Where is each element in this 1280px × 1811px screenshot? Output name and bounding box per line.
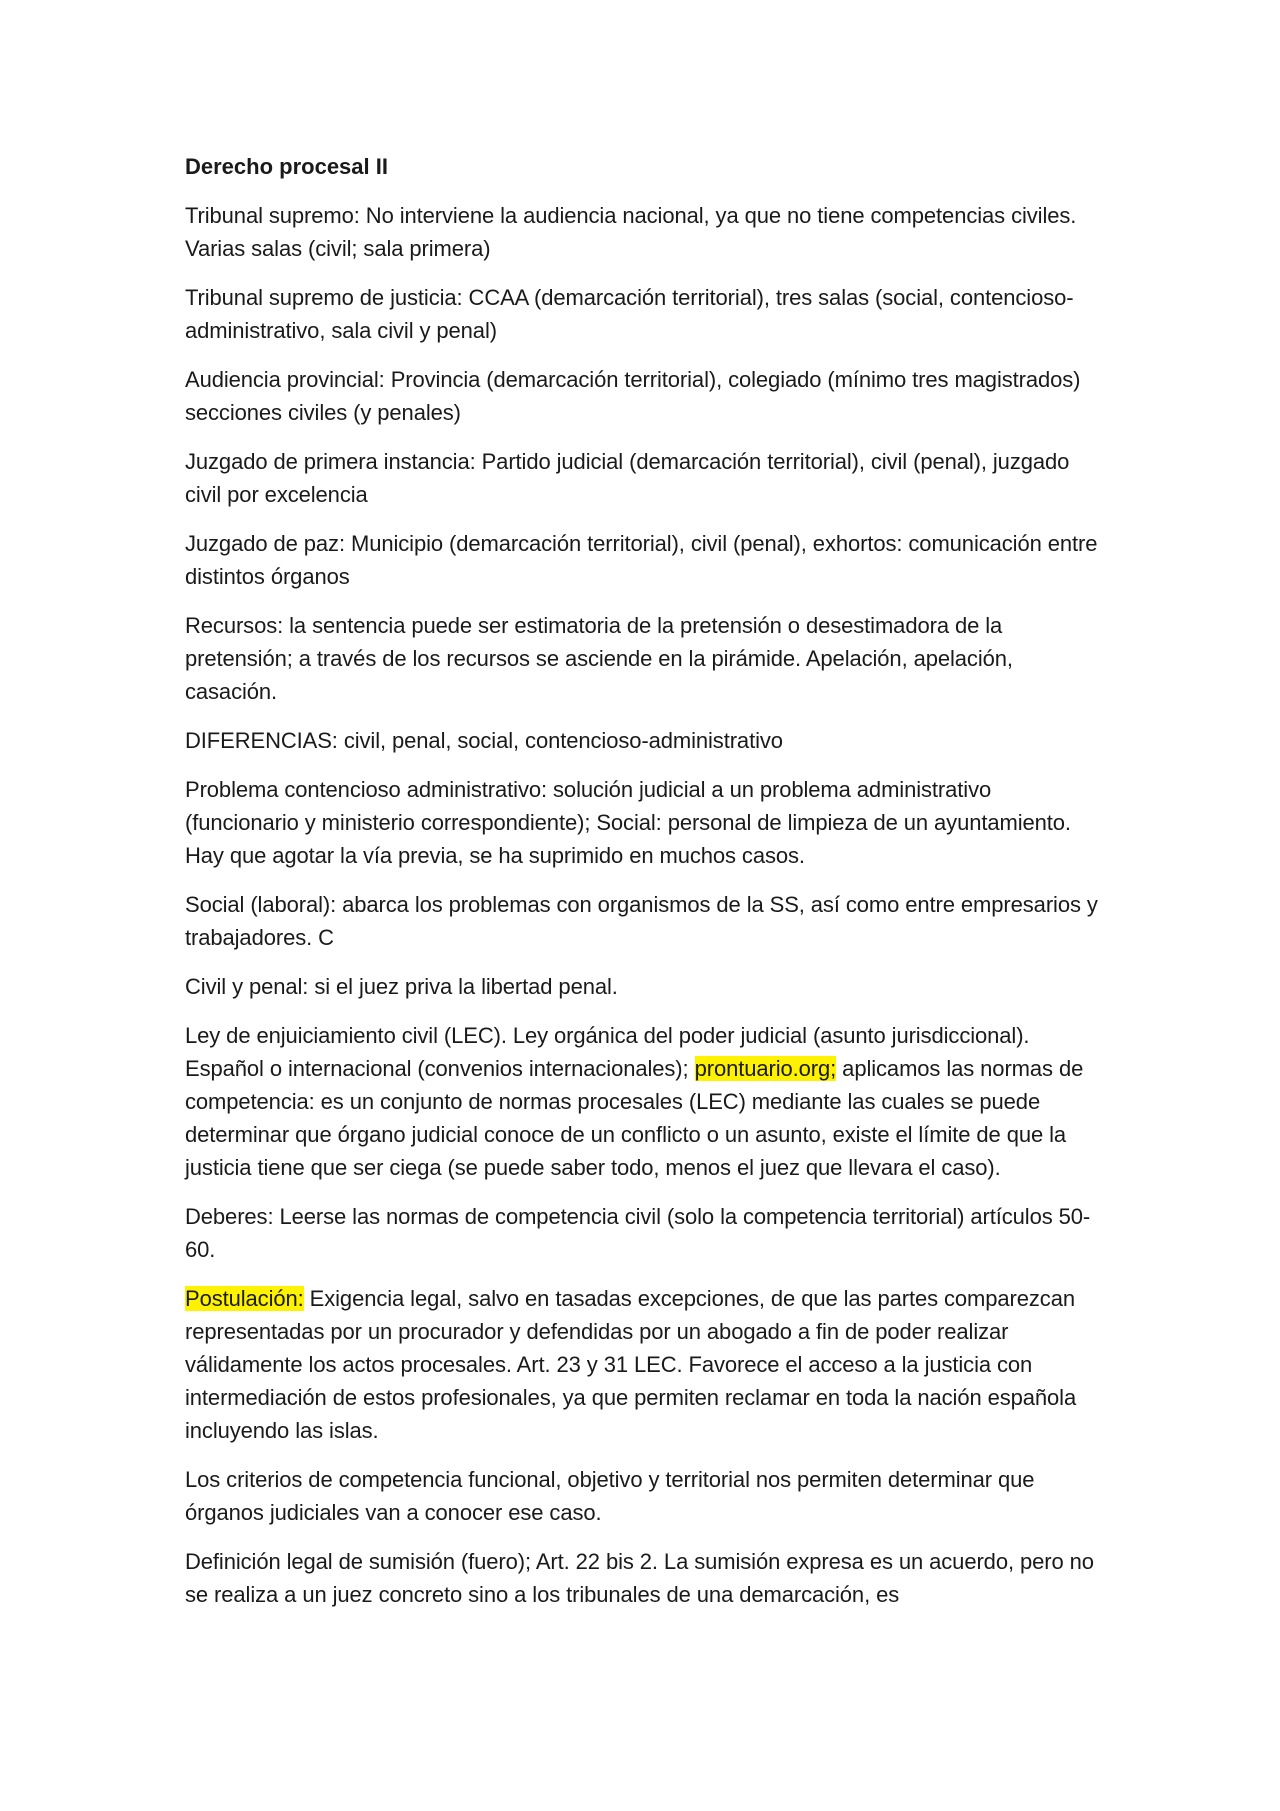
paragraph-juzgado-de-paz	[185, 527, 1105, 593]
paragraph-text: Deberes: Leerse las normas de competencia civil (solo la competencia territorial) artículos 50-60.	[185, 1204, 1091, 1262]
paragraph-criterios-competencia	[185, 1463, 1105, 1529]
paragraph-text: Los criterios de competencia funcional, objetivo y territorial nos permiten determinar que órganos judiciales van a conocer ese caso.	[185, 1467, 1035, 1525]
paragraph-text: DIFERENCIAS: civil, penal, social, contencioso-administrativo	[185, 728, 783, 753]
paragraph-text: Recursos: la sentencia puede ser estimatoria de la pretensión o desestimadora de la pretensión; a través de los recursos se asciende en la pirámide. Apelación, apelación, casación.	[185, 613, 1013, 704]
paragraph-tribunal-supremo	[185, 199, 1105, 265]
paragraph-text: Civil y penal: si el juez priva la libertad penal.	[185, 974, 618, 999]
paragraph-text: Definición legal de sumisión (fuero); Art. 22 bis 2. La sumisión expresa es un acuerdo, pero no se realiza a un juez concreto sino a los tribunales de una demarcación, es	[185, 1549, 1094, 1607]
paragraph-juzgado-primera-instancia	[185, 445, 1105, 511]
paragraph-audiencia-provincial	[185, 363, 1105, 429]
paragraph-civil-penal	[185, 970, 1105, 1003]
paragraph-lec	[185, 1019, 1105, 1184]
paragraph-text: Exigencia legal, salvo en tasadas excepciones, de que las partes comparezcan representadas por un procurador y defendidas por un abogado a fin de poder realizar válidamente los actos procesales. Art. 23 y 31 LEC. Favorece el acceso a la justicia con intermediación de estos profesionales, ya que permiten reclamar en toda la nación española incluyendo las islas.	[185, 1286, 1077, 1443]
document-title: Derecho procesal II	[185, 154, 388, 179]
paragraph-text: aplicamos las normas de competencia: es un conjunto de normas procesales (LEC) mediante las cuales se puede determinar que órgano judicial conoce de un conflicto o un asunto, existe el límite de que la justicia tiene que ser ciega (se puede saber todo, menos el juez que llevara el caso).	[185, 1056, 1084, 1180]
paragraph-text: Tribunal supremo de justicia: CCAA (demarcación territorial), tres salas (social, contencioso-administrativo, sala civil y penal)	[185, 285, 1074, 343]
paragraph-text: Juzgado de paz: Municipio (demarcación territorial), civil (penal), exhortos: comunicación entre distintos órganos	[185, 531, 1098, 589]
paragraph-tribunal-supremo-justicia	[185, 281, 1105, 347]
paragraph-recursos	[185, 609, 1105, 708]
paragraph-deberes	[185, 1200, 1105, 1266]
paragraph-diferencias	[185, 724, 1105, 757]
paragraph-text: Social (laboral): abarca los problemas con organismos de la SS, así como entre empresarios y trabajadores. C	[185, 892, 1098, 950]
paragraph-social-laboral	[185, 888, 1105, 954]
paragraph-text: Problema contencioso administrativo: solución judicial a un problema administrativo (funcionario y ministerio correspondiente); Social: personal de limpieza de un ayuntamiento. Hay que agotar la vía previa, se ha suprimido en muchos casos.	[185, 777, 1071, 868]
paragraph-text: Tribunal supremo: No interviene la audiencia nacional, ya que no tiene competencias civiles. Varias salas (civil; sala primera)	[185, 203, 1077, 261]
highlighted-text-postulacion: Postulación:	[185, 1286, 304, 1311]
highlighted-text-prontuario: prontuario.org;	[694, 1056, 837, 1081]
paragraph-sumision	[185, 1545, 1105, 1611]
document-page	[185, 150, 1105, 1627]
paragraph-contencioso	[185, 773, 1105, 872]
paragraph-text-before: Ley de enjuiciamiento civil (LEC). Ley orgánica del poder judicial (asunto jurisdiccional). Español o internacional (convenios internacionales);	[185, 1023, 1030, 1081]
paragraph-text: Audiencia provincial: Provincia (demarcación territorial), colegiado (mínimo tres magistrados) secciones civiles (y penales)	[185, 367, 1081, 425]
paragraph-text: Juzgado de primera instancia: Partido judicial (demarcación territorial), civil (penal), juzgado civil por excelencia	[185, 449, 1070, 507]
paragraph-postulacion	[185, 1282, 1105, 1447]
